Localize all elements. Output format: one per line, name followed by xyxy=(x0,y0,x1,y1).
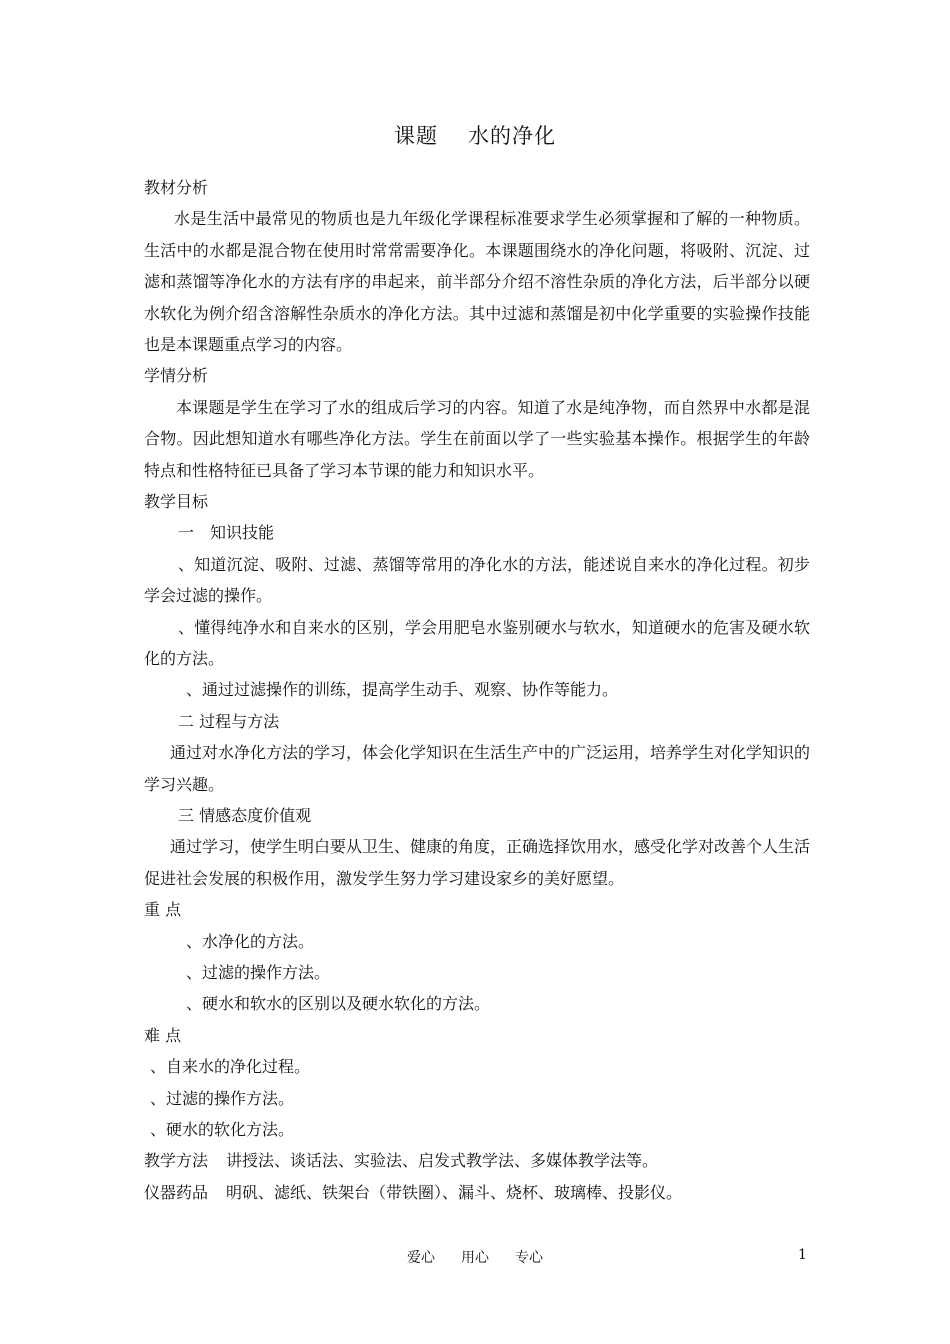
goal1-heading: 一 知识技能 xyxy=(178,523,275,543)
footer-word-3: 专心 xyxy=(515,1250,543,1266)
methods-text: 讲授法、谈话法、实验法、启发式教学法、多媒体教学法等。 xyxy=(226,1151,659,1171)
goal1-item3: 、通过过滤操作的训练，提高学生动手、观察、协作等能力。 xyxy=(186,680,619,700)
goal3-heading: 三 情感态度价值观 xyxy=(178,806,312,826)
footer-word-1: 爱心 xyxy=(407,1250,435,1266)
title-prefix: 课题 xyxy=(394,124,438,148)
goal1-item1: 、知道沉淀、吸附、过滤、蒸馏等常用的净化水的方法，能述说自来水的净化过程。初步学会过滤的操作。 xyxy=(144,554,810,606)
difficult-point-item: 、硬水的软化方法。 xyxy=(150,1119,295,1139)
title-main: 水的净化 xyxy=(468,124,556,148)
difficult-points-heading: 难 点 xyxy=(144,1025,182,1045)
section-heading-analysis: 教材分析 xyxy=(144,178,209,197)
section-heading-students: 学情分析 xyxy=(144,366,209,386)
document-body xyxy=(144,172,810,1208)
key-point-item: 、水净化的方法。 xyxy=(186,931,315,951)
section-heading-goals: 教学目标 xyxy=(144,492,209,512)
methods-line xyxy=(144,1145,810,1176)
footer-word-2: 用心 xyxy=(461,1250,489,1266)
key-points-heading: 重 点 xyxy=(144,900,182,920)
materials-text: 明矾、滤纸、铁架台（带铁圈）、漏斗、烧杯、玻璃棒、投影仪。 xyxy=(226,1182,683,1202)
analysis-paragraph: 水是生活中最常见的物质也是九年级化学课程标准要求学生必须掌握和了解的一种物质。生活中的水都是混合物在使用时常常需要净化。本课题围绕水的净化问题，将吸附、沉淀、过滤和蒸馏等净化水的方法有序的串起来，前半部分介绍不溶性杂质的净化方法，后半部分以硬水软化为例介绍含溶解性杂质水的净化方法。其中过滤和蒸馏是初中化学重要的实验操作技能也是本课题重点学习的内容。 xyxy=(144,209,810,355)
page-footer xyxy=(0,1247,950,1267)
difficult-point-item: 、过滤的操作方法。 xyxy=(150,1088,295,1108)
goal2-heading: 二 过程与方法 xyxy=(178,711,280,731)
students-paragraph: 本课题是学生在学习了水的组成后学习的内容。知道了水是纯净物，而自然界中水都是混合物。因此想知道水有哪些净化方法。学生在前面以学了一些实验基本操作。根据学生的年龄特点和性格特征已具备了学习本节课的能力和知识水平。 xyxy=(144,397,810,480)
key-point-item: 、硬水和软水的区别以及硬水软化的方法。 xyxy=(186,994,491,1014)
page-number: 1 xyxy=(798,1247,807,1263)
key-point-item: 、过滤的操作方法。 xyxy=(186,963,331,983)
goal2-paragraph: 通过对水净化方法的学习，体会化学知识在生活生产中的广泛运用，培养学生对化学知识的学习兴趣。 xyxy=(144,743,811,794)
page-title xyxy=(0,120,950,150)
methods-label: 教学方法 xyxy=(144,1151,209,1171)
goal1-item2: 、懂得纯净水和自来水的区别，学会用肥皂水鉴别硬水与软水，知道硬水的危害及硬水软化的方法。 xyxy=(144,617,810,669)
difficult-point-item: 、自来水的净化过程。 xyxy=(150,1057,311,1077)
materials-line xyxy=(144,1177,810,1208)
goal3-paragraph: 通过学习，使学生明白要从卫生、健康的角度，正确选择饮用水，感受化学对改善个人生活促进社会发展的积极作用，激发学生努力学习建设家乡的美好愿望。 xyxy=(144,837,811,888)
materials-label: 仪器药品 xyxy=(144,1182,209,1202)
